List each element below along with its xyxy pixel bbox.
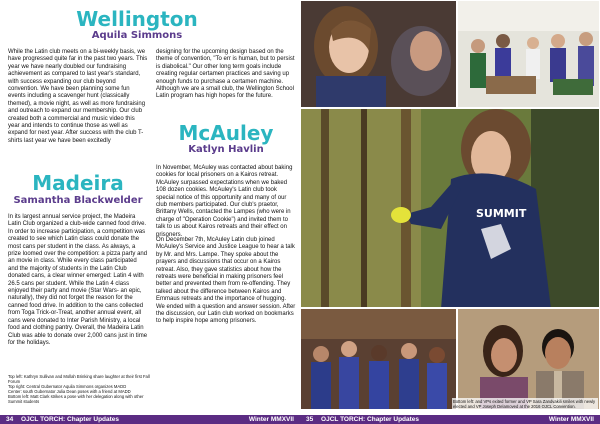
shirt-text: SUMMIT <box>476 207 527 220</box>
footer-issue: Winter MMXVII <box>548 416 594 423</box>
photo-girl-smiling <box>300 0 457 108</box>
photo-group-convention-art <box>301 309 457 410</box>
caption-line: Top right: Central Gubernator Aquila Simmons organizes MADD <box>8 384 127 389</box>
wellington-title: Wellington <box>76 7 198 31</box>
caption-line: Bottom left: Matt Clark strikes a pose with her delegation along with other Summit students <box>8 394 144 404</box>
wellington-text-col1: While the Latin club meets on a bi-weekly basis, we have progressed quite far in the past two years. This year we have nearly doubled our fundraising achievement as compared to last year's standard, with success expanding our club beyond convention. We have been planning some fun events including a scavenger hunt (classically themed), a movie night, as well as more fundraising and outreach to expand our membership. Our club created both a commercial and music video this year and intends to continue those as well as expand for next year. After success with the club T-shirts last year we have been excitedly <box>8 49 148 144</box>
page-number: 34 <box>6 416 14 423</box>
photo-girl-smiling-art <box>301 1 457 108</box>
footer-issue: Winter MMXVII <box>248 416 294 423</box>
caption-line: Top left: Kathryn Sullivan and Mollah Brinking share laughter at their first Fall Forum <box>8 374 150 384</box>
mcauley-title: McAuley <box>178 121 274 145</box>
left-footer <box>0 415 300 424</box>
wellington-text-col2: designing for the upcoming design based on the theme of convention, "To err is human, but to persist is diabolical." Our other long term goals include creating regular certamen practices and saving up enough funds to purchase a certamen machine. Although we are a small club, the Wellington School Latin program has high hopes for the future. <box>156 49 295 100</box>
caption-line: Center: south Gubernator Julia Dean poses with a friend at MADD <box>8 389 131 394</box>
footer-title: OJCL TORCH: Chapter Updates <box>21 416 120 423</box>
footer-title: OJCL TORCH: Chapter Updates <box>321 416 420 423</box>
photo-group-room-art <box>458 1 600 108</box>
mcauley-author: Katlyn Havlin <box>188 144 264 155</box>
photo-group-convention <box>300 308 457 410</box>
madeira-text: In its largest annual service project, the Madeira Latin Club organized a club-wide canned food drive. In order to increase participation, a competition was created to see which Latin class could donate the most cans per student in the class. As always, a prize loomed over the competition: a pizza party and an movie in class. While every class participated and the majority of students in the Latin Club donated cans, a clear winner emerged: Latin 4 with 26.5 cans per student. While the Latin 4 class enjoyed their party and movie (Star Wars- an epic, naturally), they did not forget the reason for the canned food drive. In addition to the cans collected from Toga Trick-or-Treat, another annual event, all cans were donated to Inter Parish Ministry, a local food and clothing pantry. Overall, the Madeira Latin Club was able to donate over 2,000 cans just in time for the holidays. <box>8 214 148 346</box>
photo-group-room <box>457 0 600 108</box>
mcauley-text-2: On December 7th, McAuley Latin club joined McAuley's Service and Justice League to hear a talk by Mr. and Mrs. Lampe. They spoke about the prayers and discussions that occur on a Kairos retreat. Also, they gave statistics about how the retreats were beneficial in making prisoners feel better and prevented them from re-offending. They talked about the difference between Kairos and Emmaus retreats and the importance of hugging. We ended with a question and answer session. After the discussion, our Latin club worked on bookmarks to help inspire hope among prisoners. <box>156 237 296 325</box>
right-footer <box>300 415 600 424</box>
photo-two-students <box>457 308 600 410</box>
madeira-author: Samantha Blackwelder <box>13 195 143 206</box>
photo-captions <box>8 374 158 404</box>
wellington-author: Aquila Simmons <box>91 30 183 41</box>
right-page <box>300 0 600 424</box>
right-caption: Bottom left: and VPs exited former and VP Sara Zandvakili smiles with newly elected and VP Joseph Delamoved at the 2016 OJCL Convention. <box>452 398 598 410</box>
photo-girl-woods-art <box>301 109 600 308</box>
page-number: 35 <box>306 416 314 423</box>
photo-two-students-art <box>458 309 600 410</box>
madeira-title: Madeira <box>32 171 124 195</box>
mcauley-text-1: In November, McAuley was contacted about baking cookies for local prisoners on a Kairos retreat. McAuley surpassed expectations when we baked 108 dozen cookies. McAuley's Latin club took special notice of this opportunity and many of our club members participated. Our club's praetor, Brittany Wells, contacted the Lampes (who were in charge of "Operation Cookie") and invited them to talk to us about Kairos retreats and their effect on prisoners. <box>156 165 293 238</box>
photo-girl-woods <box>300 108 600 308</box>
